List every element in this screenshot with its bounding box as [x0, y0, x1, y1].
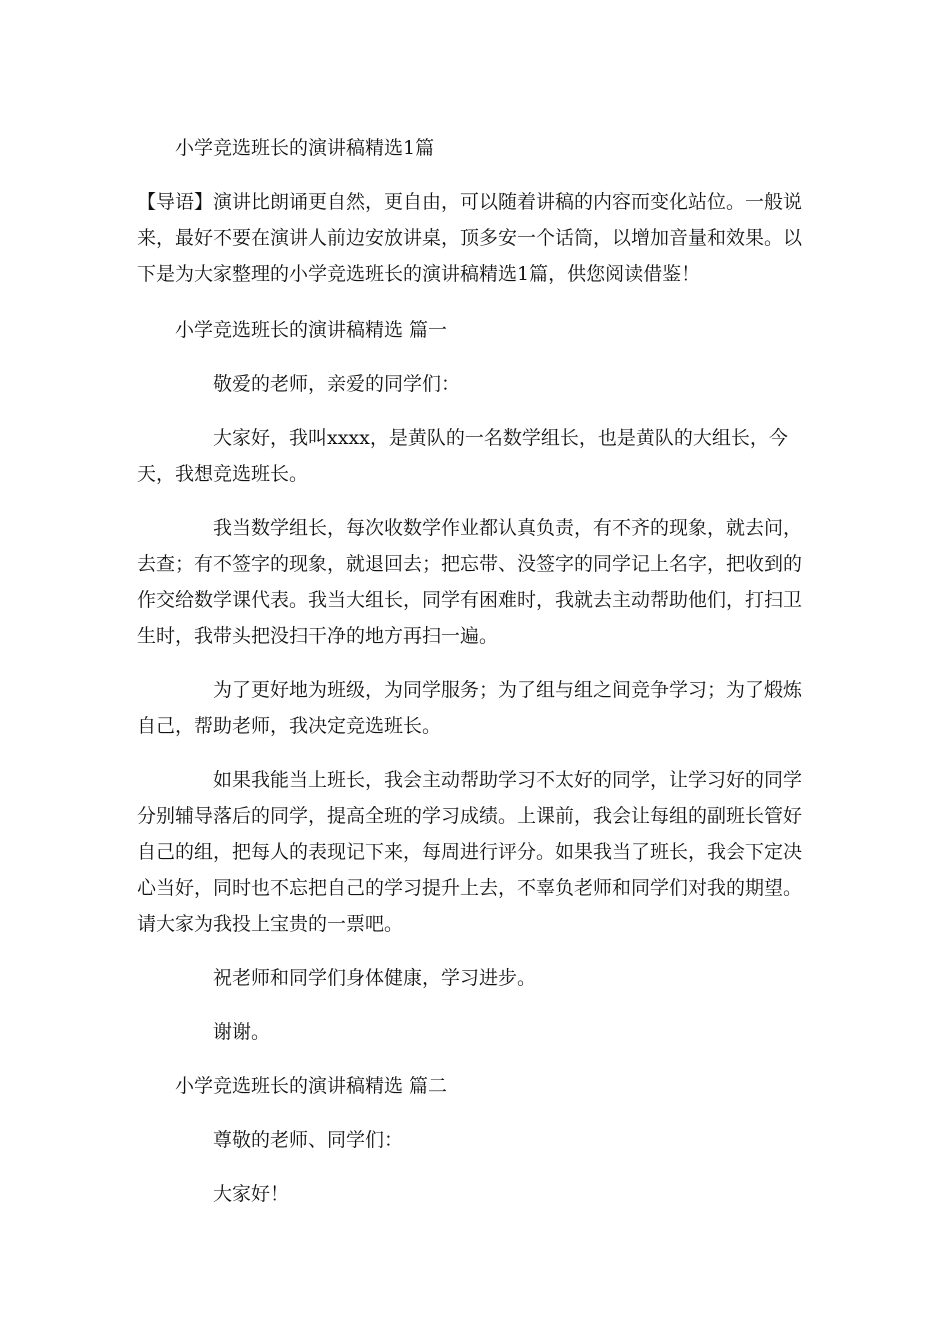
section-heading-1: 小学竞选班长的演讲稿精选 篇一: [175, 319, 448, 341]
paragraph-plan: 如果我能当上班长，我会主动帮助学习不太好的同学，让学习好的同学分别辅导落后的同学，提高全班的学习成绩。上课前，我会让每组的副班长管好自己的组，把每人的表现记下来，每周进行评分。如果我当了班长，我会下定决心当好，同时也不忘把自己的学习提升上去，不辜负老师和同学们对我的期望。请大家为我投上宝贵的一票吧。: [137, 769, 803, 935]
paragraph-hello-2: 大家好！: [213, 1183, 290, 1205]
document-title: 小学竞选班长的演讲稿精选1篇: [175, 137, 435, 159]
section-heading-2: 小学竞选班长的演讲稿精选 篇二: [175, 1075, 448, 1097]
paragraph-thanks: 谢谢。: [213, 1021, 271, 1043]
paragraph-reason: 为了更好地为班级，为同学服务；为了组与组之间竞争学习；为了煅炼自己，帮助老师，我决定竞选班长。: [137, 679, 803, 737]
paragraph-experience: 我当数学组长，每次收数学作业都认真负责，有不齐的现象，就去问，去查；有不签字的现象，就退回去；把忘带、没签字的同学记上名字，把收到的作交给数学课代表。我当大组长，同学有困难时，我就去主动帮助他们，打扫卫生时，我带头把没扫干净的地方再扫一遍。: [137, 517, 803, 647]
paragraph-wishes: 祝老师和同学们身体健康，学习进步。: [213, 967, 537, 989]
intro-paragraph: 【导语】演讲比朗诵更自然，更自由，可以随着讲稿的内容而变化站位。一般说来，最好不要在演讲人前边安放讲桌，顶多安一个话筒，以增加音量和效果。以下是为大家整理的小学竞选班长的演讲稿精选1篇，供您阅读借鉴！: [137, 191, 803, 285]
paragraph-greeting-2: 尊敬的老师、同学们：: [213, 1129, 404, 1151]
paragraph-greeting: 敬爱的老师，亲爱的同学们：: [213, 373, 461, 395]
document-body: [137, 130, 809, 1230]
paragraph-self-intro: 大家好，我叫xxxx，是黄队的一名数学组长，也是黄队的大组长，今天，我想竞选班长。: [137, 427, 788, 485]
